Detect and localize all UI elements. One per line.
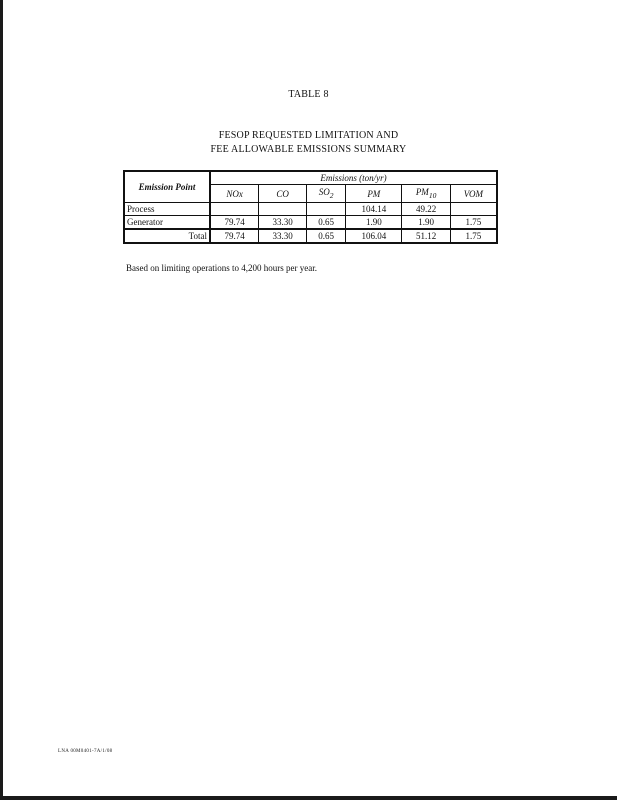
scan-bottom-edge — [0, 796, 617, 800]
table-cell: 49.22 — [402, 203, 450, 216]
table-cell — [450, 203, 497, 216]
table-cell — [259, 203, 307, 216]
table-cell: 1.75 — [450, 216, 497, 230]
table-number: TABLE 8 — [288, 89, 329, 100]
emissions-summary-table — [123, 170, 498, 244]
document-footer-code: LNA 00M0401-7A/1/08 — [58, 749, 113, 754]
table-row-total — [124, 229, 497, 243]
table-cell: 104.14 — [346, 203, 402, 216]
table-cell: 1.75 — [450, 229, 497, 243]
row-label-process: Process — [124, 203, 210, 216]
column-header-vom: VOM — [450, 185, 497, 203]
table-title-line-2: FEE ALLOWABLE EMISSIONS SUMMARY — [210, 144, 407, 155]
column-header-co: CO — [259, 185, 307, 203]
table-title — [0, 129, 617, 157]
table-cell: 33.30 — [259, 229, 307, 243]
table-cell: 0.65 — [306, 229, 345, 243]
table-cell — [306, 203, 345, 216]
column-header-pm10: $PM_{10}$ — [402, 185, 450, 203]
scan-left-edge — [0, 0, 3, 800]
column-header-pm: PM — [346, 185, 402, 203]
emissions-group-header: Emissions (ton/yr) — [210, 171, 497, 185]
table-cell: 106.04 — [346, 229, 402, 243]
emission-point-header: Emission Point — [124, 171, 210, 203]
header-row-group — [124, 171, 497, 185]
table-row — [124, 216, 497, 230]
row-label-generator: Generator — [124, 216, 210, 230]
column-header-so2: $SO_2$ — [306, 185, 345, 203]
table-cell: 0.65 — [306, 216, 345, 230]
table-cell: 33.30 — [259, 216, 307, 230]
row-label-total: Total — [124, 229, 210, 243]
table-cell: 1.90 — [346, 216, 402, 230]
table-cell — [210, 203, 259, 216]
table-cell: 51.12 — [402, 229, 450, 243]
table-cell: 79.74 — [210, 216, 259, 230]
table-footnote: Based on limiting operations to 4,200 hours per year. — [126, 263, 317, 273]
column-header-nox: NOx — [210, 185, 259, 203]
table-cell: 79.74 — [210, 229, 259, 243]
table-cell: 1.90 — [402, 216, 450, 230]
table-title-line-1: FESOP REQUESTED LIMITATION AND — [218, 130, 399, 141]
table-row — [124, 203, 497, 216]
